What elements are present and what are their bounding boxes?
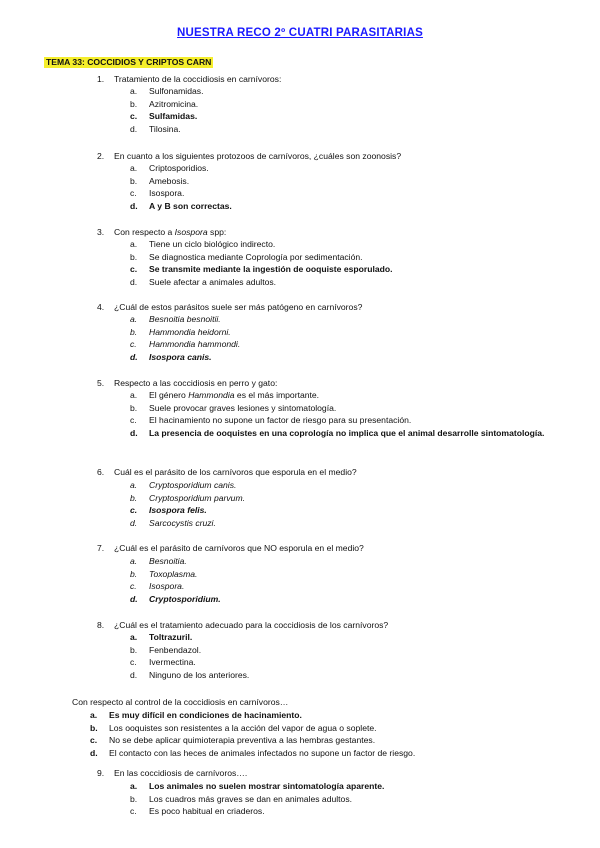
option: c. El hacinamiento no supone un factor de riesgo para su presentación. [130,415,412,426]
question-number: 1. [97,74,105,84]
option: a. El género Hammondia es el más importante. [130,390,320,400]
question-number: 4. [97,302,105,312]
question-number: 7. [97,543,105,553]
question-text: Con respecto a Isospora spp: [114,227,227,237]
option-correct: d. La presencia de ooquistes en una coprología no implica que el animal desarrolle sintomatología. [130,428,545,439]
question-number: 8. [97,620,105,630]
question-text: ¿Cuál de estos parásitos suele ser más patógeno en carnívoros? [114,302,363,312]
option: b. Suele provocar graves lesiones y sintomatología. [130,402,337,413]
document-page: NUESTRA RECO 2º CUATRI PARASITARIAS TEMA 33: COCCIDIOS Y CRIPTOS CARN 1. Tratamiento de la coccidiosis en carnívoros: a. Sulfonamidas. b. Azitromicina. c. Sulfamidas. d. Tilosina. 2. En cuanto a los siguientes protozoos de carnívoros, ¿cuáles son zoonosis? a. Criptosporidios. b. Amebosis. c. Isospora. d. A y B son correctas. 3. Con respecto a Isospora spp: a. Tiene un ciclo biológico indirecto. b. Se diagnostica mediante Coprología por sedimentación. c. Se transmite mediante la ingestión de ooquiste esporulado. d. Suele afectar a animales adultos. 4. ¿Cuál de estos parásitos suele ser más patógeno en carnívoros? a. Besnoitia besnoitii. b. Hammondia heidorni. c. Hammondia hammondi. d. Isospora canis. 5. Respecto a las coccidiosis en perro y gato: a. El género Hammondia es el más importante. b. Suele provocar graves lesiones y sintomatología. c. El hacinamiento no supone un factor de riesgo para su presentación. d. La presencia de ooquistes en una coprología no implica que el animal desarrolle sintomatología. 6. Cuál es el parásito de los carnívoros que esporula en el medio? a. Cryptosporidium canis. b. Cryptosporidium parvum. c. Isospora felis. d. Sarcocystis cruzi. 7. ¿Cuál es el parásito de carnívoros que NO esporula en el medio? a. Besnoitia. b. Toxoplasma. c. Isospora. d. Cryptosporidium. 8. ¿Cuál es el tratamiento adecuado para la coccidiosis de los carnívoros? a. Toltrazuril. b. Fenbendazol. c. Ivermectina. d. Ninguno de los anteriores. Con respecto al control de la coccidiosis en carnívoros… a. Es muy difícil en condiciones de hacinamiento. b. Los ooquistes son resistentes a la acción del vapor de agua o soplete. c. No se debe aplicar quimioterapia preventiva a las hembras gestantes. d. El contacto con las heces de animales infectados no supone un factor de riesgo. 9. En las coccidiosis de carnívoros…. a. Los animales no suelen mostrar sintomatología aparente. b. Los cuadros más graves se dan en animales adultos. c. Es poco habitual en criaderos. [0,0,600,848]
question-text: En cuanto a los siguientes protozoos de carnívoros, ¿cuáles son zoonosis? [114,151,402,161]
question-text: ¿Cuál es el parásito de carnívoros que NO esporula en el medio? [114,543,364,553]
document-title: NUESTRA RECO 2º CUATRI PARASITARIAS [177,27,423,39]
question-text: Respecto a las coccidiosis en perro y gato: [114,378,278,388]
question-number: 6. [97,467,105,477]
options-q5 [130,389,545,440]
question-number: 9. [97,768,105,778]
control-question-text: Con respecto al control de la coccidiosis en carnívoros… [72,697,289,707]
question-text: En las coccidiosis de carnívoros…. [114,768,248,778]
section-heading: TEMA 33: COCCIDIOS Y CRIPTOS CARN [46,57,212,67]
question-number: 5. [97,378,105,388]
question-number: 3. [97,227,105,237]
question-number: 2. [97,151,105,161]
question-text: Cuál es el parásito de los carnívoros que esporula en el medio? [114,467,357,477]
question-text: Tratamiento de la coccidiosis en carnívoros: [114,74,282,84]
question-text: ¿Cuál es el tratamiento adecuado para la coccidiosis de los carnívoros? [114,620,389,630]
